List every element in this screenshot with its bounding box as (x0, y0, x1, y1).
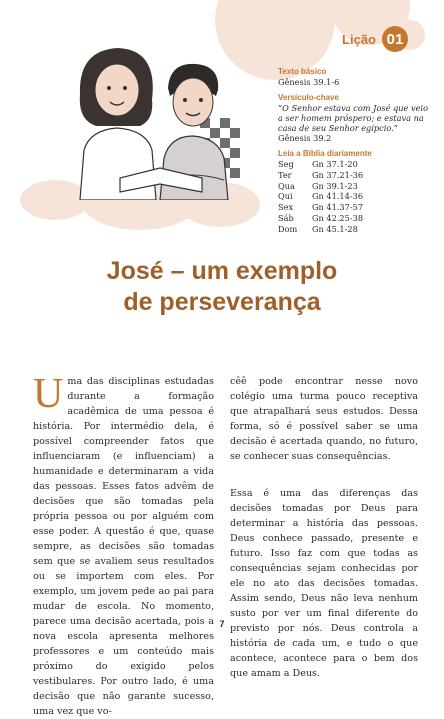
reading-day: Seg (278, 159, 294, 169)
key-verse-text: “O Senhor estava com José que veio a ser homem próspero; e estava na casa de seu Senhor egípcio.” (278, 103, 428, 133)
reading-day: Ter (278, 169, 292, 180)
paragraph-1-right-part: cêê pode encontrar nesse novo colégio uma turma pouco receptiva que atrapalhará seus estudos. Dessa forma, só é possível saber se uma decisão é acertada quando, no futuro, se conhecer suas consequências. (230, 376, 418, 462)
basic-text-ref: Gênesis 39.1-6 (278, 77, 340, 87)
drop-cap: U (33, 371, 64, 417)
lesson-number: 01 (382, 26, 408, 52)
page-number: 7 (219, 619, 225, 629)
daily-reading-heading: Leia a Bíblia diariamente (278, 149, 372, 158)
reading-ref: Gn 41.37-57 (312, 202, 364, 213)
reading-day: Qui (278, 191, 293, 202)
title-line-2: de perseverança (123, 288, 321, 316)
reading-ref: Gn 37.21-36 (312, 169, 364, 180)
reading-ref: Gn 37.1-20 (312, 159, 358, 169)
title-line-1: José – um exemplo (106, 257, 338, 285)
daily-reading-list (278, 160, 428, 235)
key-verse-ref: Gênesis 39.2 (278, 133, 332, 143)
lesson-word: Lição (342, 31, 376, 47)
paragraph-1-left-part: ma das disciplinas estudadas durante a formação acadêmica de uma pessoa é história. Por intermédio dela, é possível compreender fatos que influenciaram (e influenciam) a humanidade e determinaram a vida das pessoas. Esses fatos advêm de decisões que são tomadas pela própria pessoa ou por alguém com esse poder. A questão é que, quase sempre, as decisões são tomadas sem que se avaliem seus resultados ou se importem com eles. Por exemplo, um jovem pede ao pai para mudar de escola. No momento, parece uma decisão acertada, pois a nova escola apresenta melhores professores e um conteúdo mais próximo do exigido pelos vestibulares. Por outro lado, é uma decisão que não garante sucesso, uma vez que vo- (33, 376, 214, 717)
reading-day: Sex (278, 202, 294, 213)
illustration-two-readers (60, 40, 260, 200)
reading-ref: Gn 42.25-38 (312, 212, 364, 223)
body-column-right (230, 374, 418, 681)
page-title (0, 256, 444, 318)
body-paragraph-1 (33, 371, 214, 719)
body-paragraph-2: Essa é uma das diferenças das decisões tomadas por Deus para determinar a história das pessoas. Deus conhece passado, presente e futuro. Isso faz com que todas as consequências sejam conhecidas por ele no ato das decisões tomadas. Assim sendo, Deus não leva nenhum susto por ver um final diferente do previsto por nós. Deus controla a história de cada um, e tudo o que acontece, acontece para o bem dos que amam a Deus. (230, 488, 418, 679)
basic-text-heading: Texto básico (278, 67, 327, 76)
reading-ref: Gn 41.14-36 (312, 191, 364, 202)
reading-ref: Gn 45.1-28 (312, 223, 358, 234)
lesson-tag (342, 26, 408, 52)
key-verse-heading: Versículo-chave (278, 93, 339, 102)
body-column-left (33, 371, 214, 719)
reading-day: Qua (278, 180, 295, 191)
lesson-info-box (278, 67, 428, 235)
paragraph-1-continued (230, 374, 418, 464)
reading-day: Dom (278, 223, 298, 234)
reading-ref: Gn 39.1-23 (312, 180, 358, 191)
reading-day: Sáb (278, 212, 294, 223)
